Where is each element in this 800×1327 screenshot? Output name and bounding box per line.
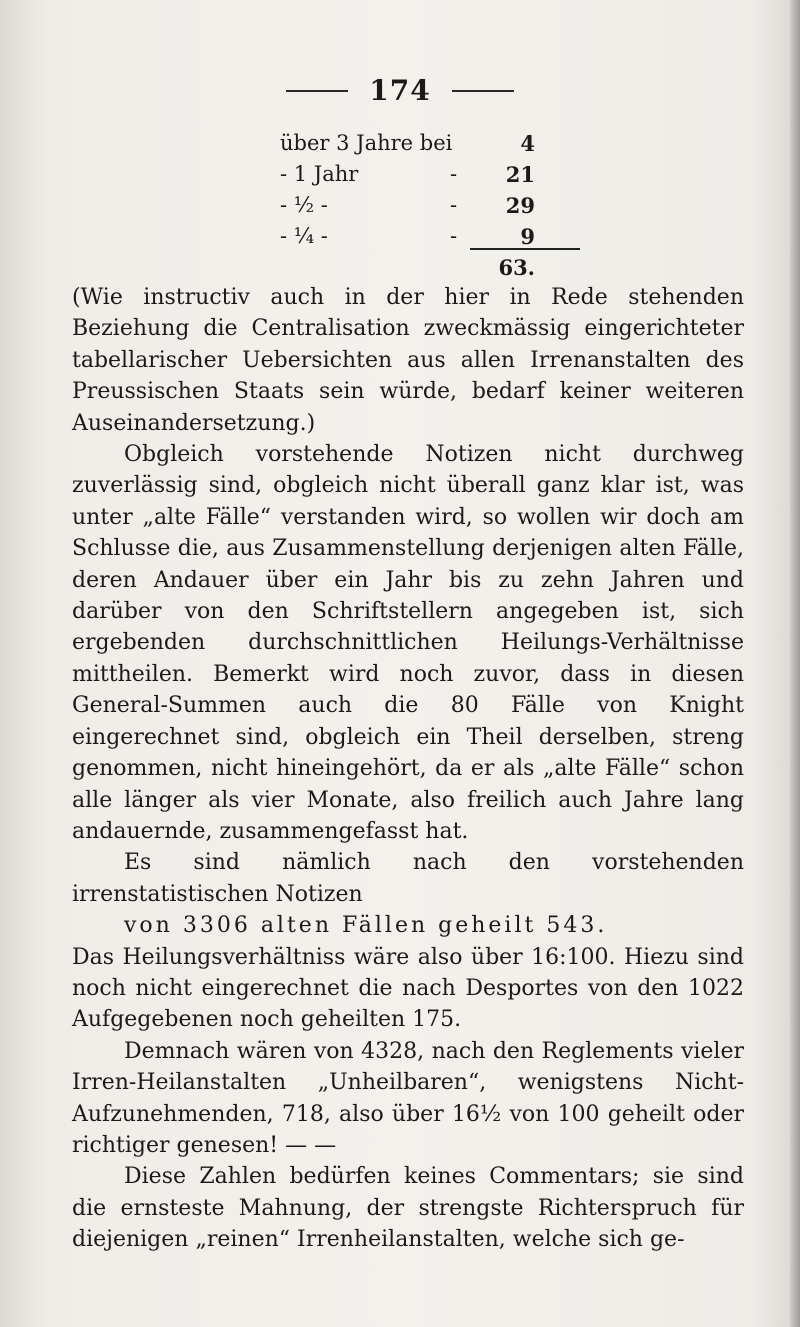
header-rule-left xyxy=(286,90,348,92)
page-number: 174 xyxy=(369,74,431,107)
sum-rule xyxy=(470,248,580,250)
row-label: - 1 Jahr xyxy=(280,162,359,186)
page-header xyxy=(0,74,800,108)
row-label: - ¼ - xyxy=(280,224,328,248)
body-text xyxy=(72,282,744,1256)
row-dash: - xyxy=(450,162,458,186)
paragraph-diese-zahlen: Diese Zahlen bedürfen keines Commentars; sie sind die ernsteste Mahnung, der strengste Richterspruch für diejenigen „reinen“ Irrenheilanstalten, welche sich ge- xyxy=(72,1164,744,1253)
paragraph-demnach: Demnach wären von 4328, nach den Reglements vieler Irren-Heilanstalten „Unheilbaren“, wenigstens Nicht-Aufzunehmenden, 718, also über 16½ von 100 geheilt oder richtiger genesen! — — xyxy=(72,1038,744,1158)
row-label: - ½ - xyxy=(280,193,328,217)
row-value: 9 xyxy=(520,224,535,249)
row-dash: - xyxy=(450,193,458,217)
summary-line: von 3306 alten Fällen geheilt 543. xyxy=(124,913,608,939)
row-dash: - xyxy=(450,224,458,248)
table-row xyxy=(270,190,600,221)
table-total: 63. xyxy=(498,255,535,280)
paragraph-centralisation: (Wie instructiv auch in der hier in Rede stehenden Beziehung die Centralisation zweckmässig eingerichteter tabellarischer Uebersichten aus allen Irrenanstalten des Preussischen Staats sein würde, bedarf keiner weiteren Auseinandersetzung.) xyxy=(72,285,744,436)
table-total-row xyxy=(270,252,600,283)
paragraph-obgleich: Obgleich vorstehende Notizen nicht durchweg zuverlässig sind, obgleich nicht überall ganz klar ist, was unter „alte Fälle“ verstanden wird, so wollen wir doch am Schlusse die, aus Zusammenstellung derjenigen alten Fälle, deren Andauer über ein Jahr bis zu zehn Jahren und darüber von den Schriftstellern angegeben ist, sich ergebenden durchschnittlichen Heilungs-Verhältnisse mittheilen. Bemerkt wird noch zuvor, dass in diesen General-Summen auch die 80 Fälle von Knight eingerechnet sind, obgleich ein Theil derselben, streng genommen, nicht hineingehört, da er als „alte Fälle“ schon alle länger als vier Monate, also freilich auch Jahre lang andauernde, zusammengefasst hat. xyxy=(72,442,744,844)
table-row xyxy=(270,128,600,159)
row-label: über 3 Jahre bei xyxy=(280,131,453,155)
page-edge-shadow xyxy=(790,0,800,1327)
table-row xyxy=(270,159,600,190)
paragraph-heilungsverhaeltniss: Das Heilungsverhältniss wäre also über 16:100. Hiezu sind noch nicht eingerechnet die nach Desportes von den 1022 Aufgegebenen noch geheilten 175. xyxy=(72,944,744,1033)
row-value: 29 xyxy=(505,193,535,218)
statistics-table xyxy=(270,128,600,283)
row-value: 21 xyxy=(505,162,535,187)
header-rule-right xyxy=(452,90,514,92)
paragraph-es-sind: Es sind nämlich nach den vorstehenden irrenstatistischen Notizen xyxy=(72,850,744,907)
row-value: 4 xyxy=(520,131,535,156)
